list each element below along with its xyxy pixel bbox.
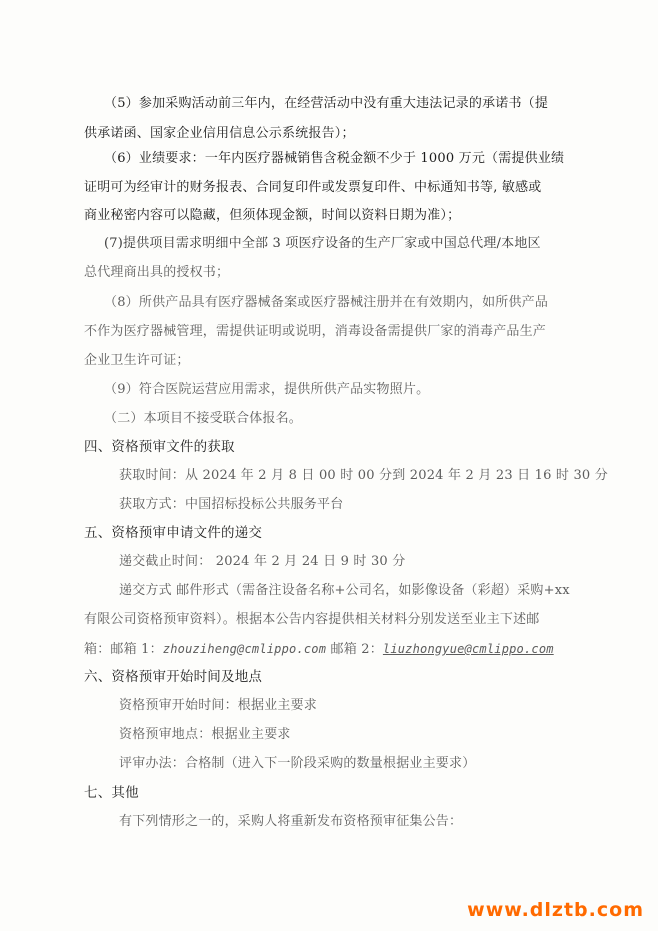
- section7-heading: 七、其他: [84, 785, 139, 801]
- item8-line1: （8）所供产品具有医疗器械备案或医疗器械注册并在有效期内，如所供产品: [104, 295, 549, 310]
- item-two-line1: （二）本项目不接受联合体报名。: [104, 411, 303, 426]
- email1-prefix: 箱：邮箱 1：: [84, 642, 163, 657]
- section5-deadline: 递交截止时间： 2024 年 2 月 24 日 9 时 30 分: [119, 554, 406, 569]
- item6-line2: 证明可为经审计的财务报表、合同复印件或发票复印件、中标通知书等, 敏感或: [84, 180, 542, 195]
- section6-location: 资格预审地点：根据业主要求: [119, 727, 291, 742]
- item8-line3: 企业卫生许可证；: [84, 353, 190, 368]
- item9-line1: （9）符合医院运营应用需求，提供所供产品实物照片。: [104, 382, 430, 397]
- section5-email-line: [84, 640, 554, 659]
- section5-heading: 五、资格预审申请文件的递交: [84, 525, 263, 541]
- item7-line1: (7)提供项目需求明细中全部 3 项医疗设备的生产厂家或中国总代理/本地区: [104, 236, 541, 251]
- item8-line2: 不作为医疗器械管理，需提供证明或说明，消毒设备需提供厂家的消毒产品生产: [84, 324, 547, 339]
- section5-method-line2: 有限公司资格预审资料）。根据本公告内容提供相关材料分别发送至业主下述邮: [84, 612, 540, 627]
- section6-method: 评审办法：合格制（进入下一阶段采购的数量根据业主要求）: [119, 756, 476, 771]
- email2-prefix: 邮箱 2：: [326, 642, 383, 657]
- item5-line1: （5）参加采购活动前三年内，在经营活动中没有重大违法记录的承诺书（提: [104, 96, 549, 111]
- section6-start-time: 资格预审开始时间：根据业主要求: [119, 698, 318, 713]
- item6-line3: 商业秘密内容可以隐藏，但须体现金额，时间以资料日期为准）；: [84, 208, 461, 223]
- section4-method: 获取方式：中国招标投标公共服务平台: [119, 497, 344, 512]
- item7-line2: 总代理商出具的授权书；: [84, 265, 230, 280]
- item5-line2: 供承诺函、国家企业信用信息公示系统报告）；: [84, 126, 355, 141]
- section4-heading: 四、资格预审文件的获取: [84, 439, 235, 455]
- email-2-link[interactable]: liuzhongyue@cmlippo.com: [382, 642, 554, 656]
- section4-time: 获取时间：从 2024 年 2 月 8 日 00 时 00 分到 2024 年 2 月 23 日 16 时 30 分: [119, 468, 608, 483]
- section7-line1: 有下列情形之一的，采购人将重新发布资格预审征集公告：: [119, 814, 463, 829]
- section5-method-line1: 递交方式 邮件形式（需备注设备名称+公司名，如影像设备（彩超）采购+xx: [119, 583, 570, 598]
- item6-line1: （6）业绩要求：一年内医疗器械销售含税金额不少于 1000 万元（需提供业绩: [104, 151, 565, 166]
- section6-heading: 六、资格预审开始时间及地点: [84, 669, 263, 685]
- site-watermark: www.dlztb.com: [467, 899, 644, 921]
- email-1-link[interactable]: zhouziheng@cmlippo.com: [162, 642, 327, 656]
